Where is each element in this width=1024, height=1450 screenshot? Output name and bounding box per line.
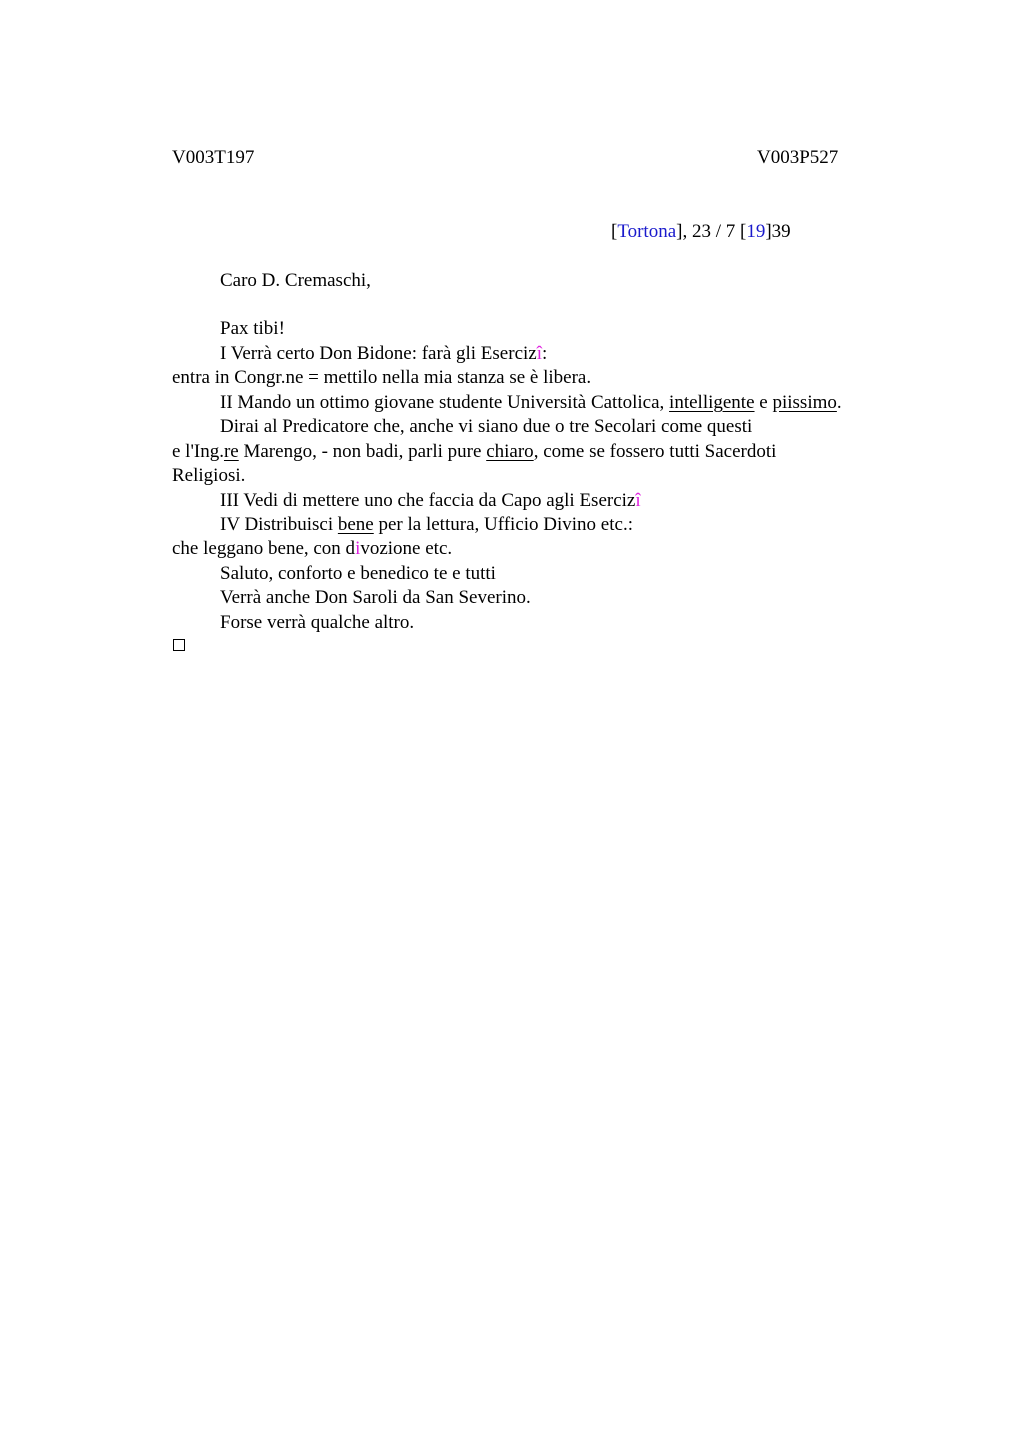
body-line-2: entra in Congr.ne = mettilo nella mia stanza se è libera. bbox=[172, 367, 592, 388]
text-segment: Marengo, - non badi, parli pure bbox=[238, 441, 487, 462]
underlined-word: intelligente bbox=[669, 392, 755, 413]
date-tail: ]39 bbox=[765, 221, 791, 242]
place-name: Tortona bbox=[617, 221, 677, 242]
underlined-word: re bbox=[223, 441, 239, 462]
editorial-mark: î bbox=[635, 490, 641, 511]
date-century: 19 bbox=[746, 221, 766, 242]
text-segment: e l'Ing. bbox=[172, 441, 224, 462]
body-line-11: Verrà anche Don Saroli da San Severino. bbox=[220, 587, 531, 608]
bracket-open: [ bbox=[611, 221, 618, 242]
text-segment: e bbox=[754, 392, 773, 413]
editorial-mark: î bbox=[536, 343, 542, 364]
body-line-3 bbox=[220, 391, 842, 415]
body-line-12: Forse verrà qualche altro. bbox=[220, 612, 415, 633]
body-line-4: Dirai al Predicatore che, anche vi siano due o tre Secolari come questi bbox=[220, 416, 753, 437]
body-line-7 bbox=[220, 489, 641, 513]
date-middle: ], 23 / 7 [ bbox=[676, 221, 747, 242]
body-line-6: Religiosi. bbox=[172, 465, 246, 486]
dateline bbox=[611, 220, 791, 244]
text-segment: . bbox=[836, 392, 842, 413]
body-line-5 bbox=[172, 440, 776, 464]
body-line-8 bbox=[220, 513, 633, 537]
underlined-word: piissimo bbox=[772, 392, 837, 413]
text-segment: che leggano bene, con d bbox=[172, 538, 356, 559]
text-segment: vozione etc. bbox=[360, 538, 453, 559]
text-segment: II Mando un ottimo giovane studente Università Cattolica, bbox=[220, 392, 670, 413]
editorial-mark: i bbox=[355, 538, 361, 559]
end-of-document-marker bbox=[173, 639, 185, 651]
text-segment: , come se fossero tutti Sacerdoti bbox=[533, 441, 777, 462]
greeting: Pax tibi! bbox=[220, 318, 285, 339]
body-line-9 bbox=[172, 537, 452, 561]
text-segment: IV Distribuisci bbox=[220, 514, 338, 535]
text-segment: III Vedi di mettere uno che faccia da Capo agli Eserciz bbox=[220, 490, 636, 511]
underlined-word: chiaro bbox=[486, 441, 534, 462]
text-segment: : bbox=[542, 343, 548, 364]
text-segment: per la lettura, Ufficio Divino etc.: bbox=[373, 514, 633, 535]
salutation: Caro D. Cremaschi, bbox=[220, 270, 371, 291]
text-segment: I Verrà certo Don Bidone: farà gli Eserciz bbox=[220, 343, 537, 364]
body-line-1 bbox=[220, 342, 547, 366]
body-line-10: Saluto, conforto e benedico te e tutti bbox=[220, 563, 496, 584]
volume-code-left: V003T197 bbox=[172, 147, 255, 168]
volume-code-right: V003P527 bbox=[757, 147, 839, 168]
underlined-word: bene bbox=[337, 514, 374, 535]
